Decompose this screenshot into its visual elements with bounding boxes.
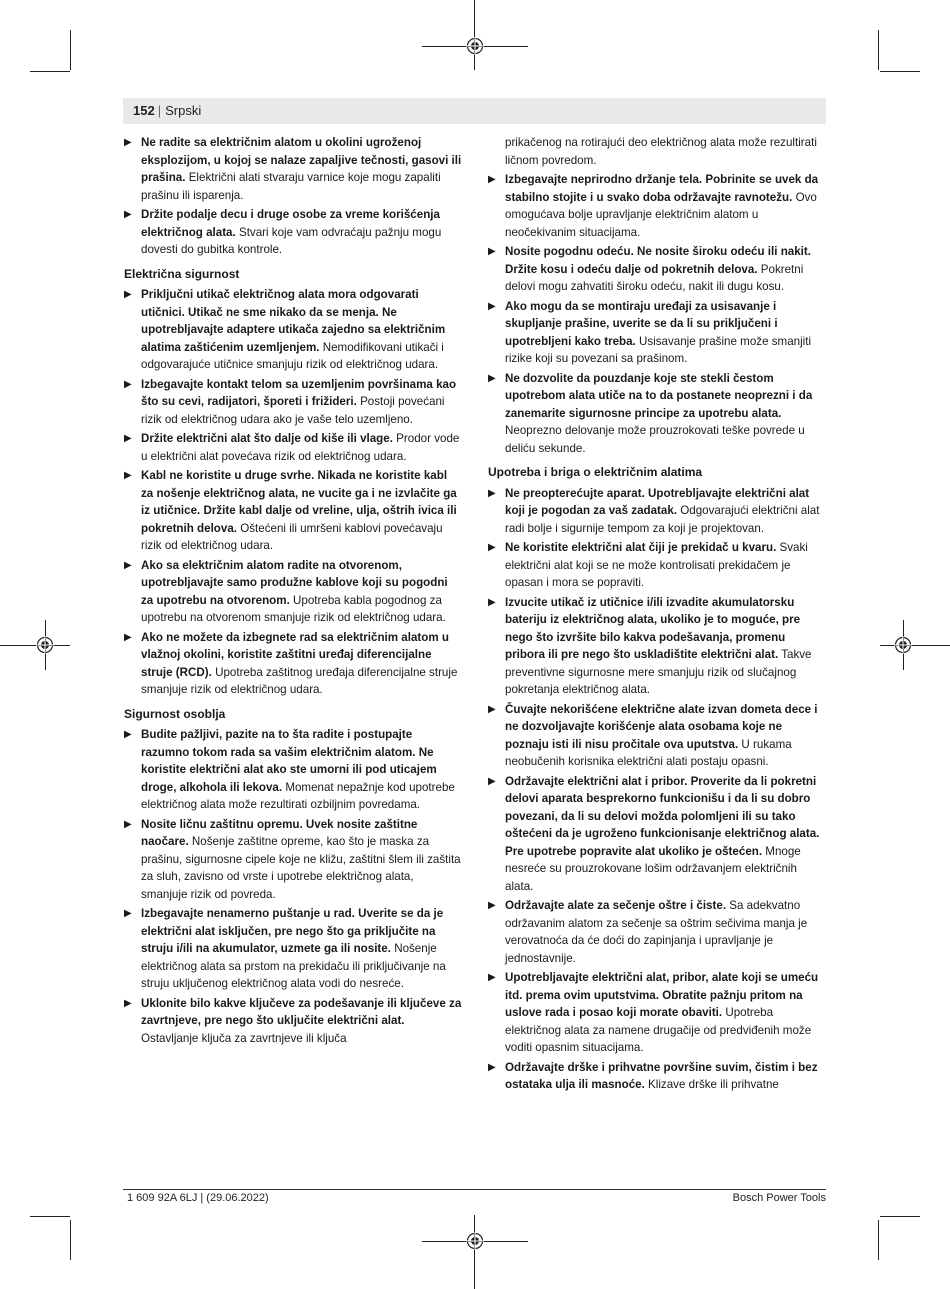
bullet-instruction: Ne dozvolite da pouzdanje koje ste stekli čestom upotrebom alata utiče na to da postanete neoprezni i da zanemarite sigurnosne principe za upotrebu alata.	[505, 371, 813, 420]
bullet-explanation: Neoprezno delovanje može prouzrokovati teške povrede u deliću sekunde.	[505, 424, 805, 455]
section-heading: Upotreba i briga o električnim alatima	[488, 465, 703, 479]
bullet-instruction: Izvucite utikač iz utičnice i/ili izvadite akumulatorsku bateriju iz električnog alata, ukoliko je to moguće, pre nego što izvršite bilo kakva podešavanja, promenu pribora ili pre nego što uskladištite električni alat.	[505, 595, 801, 661]
bullet-item	[124, 726, 462, 814]
bullet-explanation: prikačenog na rotirajući deo električnog alata može rezultirati ličnom povredom.	[505, 136, 817, 167]
bullet-arrow-icon: ▶	[488, 972, 496, 983]
bullet-item	[124, 995, 462, 1048]
bullet-item	[488, 485, 826, 538]
bullet-arrow-icon: ▶	[488, 174, 496, 185]
bullet-instruction: Nosite pogodnu odeću. Ne nosite široku odeću ili nakit. Držite kosu i odeću dalje od pokretnih delova.	[505, 245, 811, 276]
bullet-item	[124, 134, 462, 204]
crop-mark	[474, 1215, 475, 1289]
bullet-explanation: Ovo omogućava bolje upravljanje električnim alatom u neočekivanim situacijama.	[505, 190, 817, 239]
bullet-arrow-icon: ▶	[124, 137, 132, 148]
bullet-instruction: Izbegavajte nenamerno puštanje u rad. Uverite se da je električni alat isključen, pre nego što ga priključite na struju i/ili na akumulator, uzmete ga ili nosite.	[141, 907, 444, 955]
crop-mark	[70, 1220, 71, 1260]
bullet-explanation: Svaki električni alat koji se ne može kontrolisati prekidačem je opasan i mora se popraviti.	[505, 541, 808, 589]
bullet-instruction: Ako ne možete da izbegnete rad sa električnim alatom u vlažnoj okolini, koristite zaštitni uređaj diferencijalne struje (RCD).	[141, 630, 449, 679]
bullet-arrow-icon: ▶	[124, 378, 132, 390]
page-number: 152	[133, 103, 155, 118]
bullet-item	[124, 905, 462, 993]
page-header-band	[123, 98, 826, 124]
bullet-item	[488, 171, 826, 241]
crop-mark	[70, 30, 71, 70]
bullet-explanation: Nošenje zaštitne opreme, kao što je maska za prašinu, sigurnosne cipele koje ne kližu, zaštitni šlem ili zaštita za sluh, zavisno od vrste i upotrebe električnog alata, smanjuje rizik od povreda.	[141, 835, 461, 901]
bullet-item	[124, 629, 462, 699]
registration-mark-icon	[894, 636, 912, 654]
bullet-arrow-icon: ▶	[488, 1061, 496, 1073]
bullet-item	[124, 430, 462, 465]
bullet-instruction: Održavajte drške i prihvatne površine suvim, čistim i bez ostataka ulja ili masnoće.	[505, 1060, 818, 1091]
bullet-instruction: Izbegavajte kontakt telom sa uzemljenim površinama kao što su cevi, radijatori, šporeti i frižideri.	[141, 377, 457, 408]
bullet-instruction: Ako sa električnim alatom radite na otvorenom, upotrebljavajte samo produžne kablove koji su pogodni za upotrebu na otvorenom.	[141, 558, 448, 607]
bullet-explanation: Prodor vode u električni alat povećava rizik od električnog udara.	[141, 432, 460, 463]
bullet-instruction: Uklonite bilo kakve ključeve za podešavanje ili ključeve za zavrtnjeve, pre nego što uključite električni alat.	[141, 996, 462, 1027]
bullet-arrow-icon: ▶	[124, 729, 132, 740]
section-heading: Sigurnost osoblja	[124, 706, 226, 721]
footer-doc-id: 1 609 92A 6LJ | (29.06.2022)	[127, 1192, 269, 1204]
registration-mark-icon	[466, 37, 484, 55]
bullet-explanation: Električni alati stvaraju varnice koje mogu zapaliti prašinu ili isparenja.	[141, 171, 441, 202]
bullet-arrow-icon: ▶	[124, 818, 132, 830]
bullet-item	[488, 897, 826, 967]
bullet-arrow-icon: ▶	[124, 908, 132, 919]
bullet-explanation: Postoji povećani rizik od električnog udara ako je vaše telo uzemljeno.	[141, 395, 445, 426]
header-separator: |	[157, 103, 162, 118]
bullet-item	[124, 467, 462, 555]
crop-mark	[880, 71, 920, 72]
bullet-arrow-icon: ▶	[488, 775, 496, 787]
bullet-arrow-icon: ▶	[488, 372, 496, 384]
crop-mark	[30, 1216, 70, 1217]
bullet-item	[488, 701, 826, 771]
bullet-explanation: Klizave drške ili prihvatne	[644, 1078, 779, 1091]
bullet-item	[488, 773, 826, 896]
bullet-arrow-icon: ▶	[488, 596, 496, 608]
bullet-explanation: Upotreba kabla pogodnog za upotrebu na otvorenom smanjuje rizik od električnog udara.	[141, 593, 446, 624]
bullet-arrow-icon: ▶	[124, 997, 132, 1009]
bullet-instruction: Izbegavajte neprirodno držanje tela. Pobrinite se uvek da stabilno stojite i u svako doba održavajte ravnotežu.	[505, 173, 819, 204]
bullet-item	[488, 298, 826, 368]
bullet-instruction: Čuvajte nekorišćene električne alate izvan dometa dece i ne dozvoljavajte korišćenje alata osobama koje ne poznaju isti ili nisu pročitale ova uputstva.	[505, 702, 818, 751]
crop-mark	[474, 0, 475, 70]
registration-mark-icon	[36, 636, 54, 654]
left-column	[124, 134, 462, 1049]
bullet-arrow-icon: ▶	[124, 559, 132, 571]
bullet-arrow-icon: ▶	[124, 433, 132, 444]
bullet-arrow-icon: ▶	[488, 246, 496, 257]
bullet-explanation: Usisavanje prašine može smanjiti rizike koji su povezani sa prašinom.	[505, 334, 812, 365]
bullet-arrow-icon: ▶	[124, 289, 132, 300]
bullet-explanation: Oštećeni ili umršeni kablovi povećavaju rizik od električnog udara.	[141, 521, 443, 552]
bullet-item	[488, 594, 826, 699]
bullet-instruction: Priključni utikač električnog alata mora odgovarati utičnici. Utikač ne sme nikako da se menja. Ne upotrebljavajte adaptere utikača zajedno sa električnim alatima zaštićenim uzemljenjem.	[141, 288, 446, 354]
bullet-explanation: Nošenje električnog alata sa prstom na prekidaču ili priključivanje na struju uključenog električnog alata vodi do nesreće.	[141, 942, 446, 990]
bullet-item	[488, 969, 826, 1057]
bullet-explanation: Upotreba zaštitnog uređaja diferencijalne struje smanjuje rizik od električnog udara.	[141, 665, 458, 696]
bullet-arrow-icon: ▶	[124, 631, 132, 643]
bullet-explanation: Pokretni delovi mogu zahvatiti široku odeću, nakit ili dugu kosu.	[505, 262, 804, 293]
bullet-instruction: Održavajte alate za sečenje oštre i čiste.	[505, 899, 727, 912]
bullet-explanation: Takve preventivne sigurnosne mere smanjuju rizik od slučajnog pokretanja električnog alata.	[505, 648, 812, 696]
bullet-instruction: Održavajte električni alat i pribor. Proverite da li pokretni delovi aparata besprekorno funkcionišu i da li su dobro povezani, da li su delovi možda polomljeni ili su tako oštećeni da je ugroženo funkcionisanje električnog alata. Pre upotrebe popravite alat ukoliko je oštećen.	[505, 774, 820, 858]
crop-mark	[30, 71, 70, 72]
bullet-explanation: Stvari koje vam odvraćaju pažnju mogu dovesti do gubitka kontrole.	[141, 225, 442, 256]
bullet-instruction: Ne preopterećujte aparat. Upotrebljavajte električni alat koji je pogodan za vaš zadatak.	[505, 486, 810, 517]
bullet-instruction: Budite pažljivi, pazite na to šta radite i postupajte razumno tokom rada sa vašim električnim alatom. Ne koristite električni alat ako ste umorni ili pod uticajem droge, alkohola ili lekova.	[141, 728, 437, 794]
bullet-instruction: Kabl ne koristite u druge svrhe. Nikada ne koristite kabl za nošenje električnog alata, ne vucite ga i ne izvlačite ga iz utičnice. Držite kabl dalje od vreline, ulja, oštrih ivica ili pokretnih delova.	[141, 469, 457, 535]
bullet-item	[488, 1059, 826, 1094]
bullet-item	[124, 206, 462, 259]
footer-brand: Bosch Power Tools	[732, 1192, 826, 1204]
header-language: Srpski	[165, 103, 202, 118]
bullet-explanation: Sa adekvatno održavanim alatom za sečenje sa oštrim sečivima manja je verovatnoća da će doći do zapinjanja i upravljanje je jednostavnije.	[505, 899, 808, 965]
bullet-item	[488, 370, 826, 458]
bullet-arrow-icon: ▶	[124, 209, 132, 220]
bullet-instruction: Upotrebljavajte električni alat, pribor, alate koji se umeću itd. prema ovim uputstvima. Obratite pažnju pritom na uslove rada i posao koji morate obaviti.	[505, 971, 819, 1019]
bullet-instruction: Ne koristite električni alat čiji je prekidač u kvaru.	[505, 541, 777, 554]
bullet-arrow-icon: ▶	[488, 703, 496, 715]
page-header	[133, 103, 201, 118]
section-heading: Električna sigurnost	[124, 266, 240, 281]
bullet-explanation: Mnoge nesreće su prouzrokovane lošim održavanjem električnih alata.	[505, 844, 801, 893]
bullet-explanation: U rukama neobučenih korisnika električni alati postaju opasni.	[505, 737, 792, 768]
bullet-instruction: Držite podalje decu i druge osobe za vreme korišćenja električnog alata.	[141, 208, 440, 239]
bullet-arrow-icon: ▶	[488, 487, 496, 499]
bullet-item	[124, 376, 462, 429]
bullet-instruction: Ako mogu da se montiraju uređaji za usisavanje i skupljanje prašine, uverite se da li su priključeni i upotrebljeni kako treba.	[505, 299, 778, 348]
bullet-arrow-icon: ▶	[488, 542, 496, 553]
bullet-explanation: Ostavljanje ključa za zavrtnjeve ili ključa	[141, 1031, 347, 1045]
bullet-explanation: Momenat nepažnje kod upotrebe električnog alata može rezultirati ozbiljnim povredama.	[141, 780, 455, 811]
bullet-item	[124, 557, 462, 627]
bullet-item	[124, 286, 462, 374]
bullet-instruction: Nosite ličnu zaštitnu opremu. Uvek nosite zaštitne naočare.	[141, 817, 418, 848]
bullet-explanation: Nemodifikovani utikači i odgovarajuće utičnice smanjuju rizik od električnog udara.	[141, 340, 444, 371]
crop-mark	[878, 1220, 879, 1260]
footer-rule	[123, 1189, 826, 1190]
crop-mark	[0, 645, 70, 646]
bullet-item	[124, 816, 462, 904]
bullet-explanation: Odgovarajući električni alat radi bolje i sigurnije tempom za koji je projektovan.	[505, 504, 820, 535]
bullet-explanation: Upotreba električnog alata za namene drugačije od predviđenih može voditi opasnim situacijama.	[505, 1006, 812, 1054]
crop-mark	[880, 645, 950, 646]
bullet-item	[488, 243, 826, 296]
bullet-instruction: Držite električni alat što dalje od kiše ili vlage.	[141, 432, 393, 445]
crop-mark	[878, 30, 879, 70]
right-column	[488, 134, 826, 1096]
bullet-arrow-icon: ▶	[488, 900, 496, 911]
registration-mark-icon	[466, 1232, 484, 1250]
bullet-item	[488, 539, 826, 592]
crop-mark	[880, 1216, 920, 1217]
bullet-instruction: Ne radite sa električnim alatom u okolini ugroženoj eksplozijom, u kojoj se nalaze zapaljive tečnosti, gasovi ili prašina.	[141, 136, 462, 184]
bullet-arrow-icon: ▶	[488, 300, 496, 312]
bullet-arrow-icon: ▶	[124, 470, 132, 481]
continued-paragraph	[488, 134, 826, 169]
